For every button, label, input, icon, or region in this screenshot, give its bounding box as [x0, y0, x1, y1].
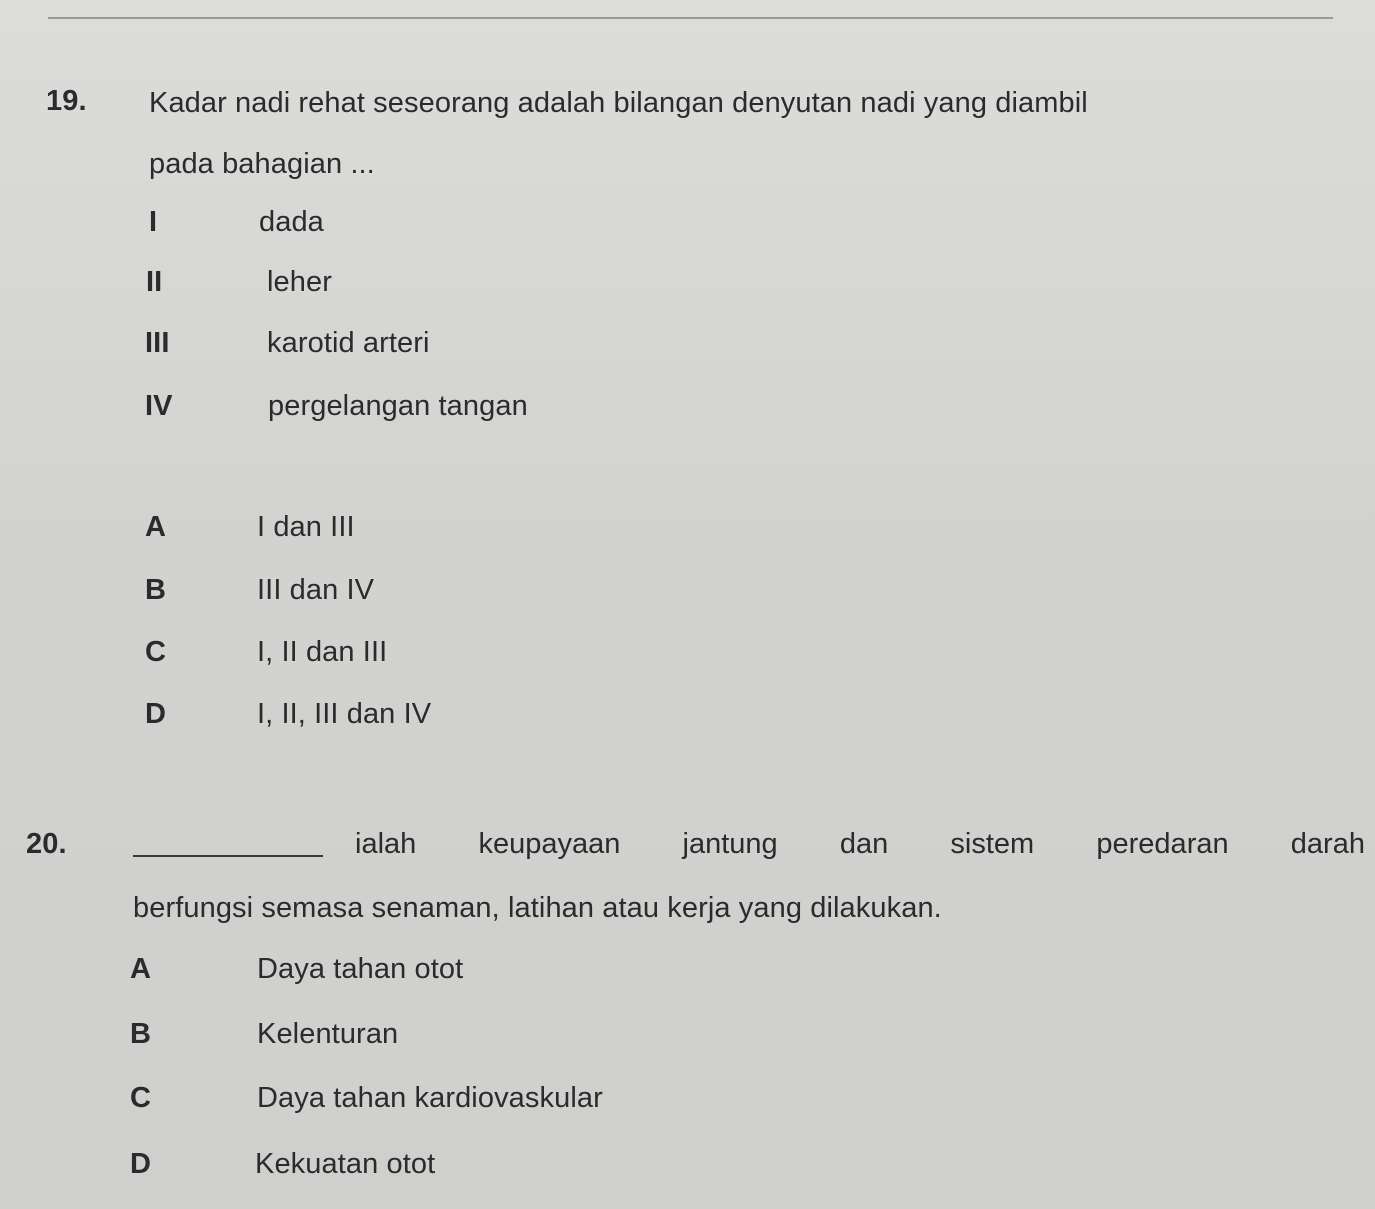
stem-word: keupayaan	[478, 828, 621, 860]
item-text-i: dada	[259, 206, 324, 238]
top-divider	[48, 17, 1333, 19]
item-text-ii: leher	[267, 266, 332, 298]
option-letter-c: C	[130, 1082, 152, 1114]
stem-word: darah	[1290, 828, 1365, 860]
stem-word: jantung	[682, 828, 778, 860]
option-text-b: Kelenturan	[257, 1018, 399, 1050]
question-number: 20.	[26, 828, 67, 860]
option-letter-a: A	[130, 953, 152, 985]
option-text-c: Daya tahan kardiovaskular	[257, 1082, 603, 1114]
question-stem-line-2: berfungsi semasa senaman, latihan atau kerja yang dilakukan.	[133, 892, 942, 924]
option-text-b: III dan IV	[257, 574, 375, 606]
item-numeral-iv: IV	[145, 390, 173, 422]
item-text-iv: pergelangan tangan	[268, 390, 528, 422]
question-number: 19.	[46, 85, 87, 117]
stem-word: ialah	[355, 828, 417, 860]
item-numeral-i: I	[149, 206, 158, 238]
item-numeral-ii: II	[146, 266, 163, 298]
option-text-c: I, II dan III	[257, 636, 388, 668]
answer-blank	[133, 855, 323, 857]
item-text-iii: karotid arteri	[267, 327, 430, 359]
option-letter-a: A	[145, 511, 167, 543]
option-letter-c: C	[145, 636, 167, 668]
stem-word: sistem	[950, 828, 1035, 860]
option-letter-b: B	[145, 574, 167, 606]
option-text-d: I, II, III dan IV	[257, 698, 432, 730]
question-stem-line-1: Kadar nadi rehat seseorang adalah bilangan denyutan nadi yang diambil	[149, 87, 1088, 119]
option-letter-d: D	[145, 698, 167, 730]
item-numeral-iii: III	[145, 327, 170, 359]
option-text-a: I dan III	[257, 511, 355, 543]
question-stem-line-1	[355, 830, 1365, 859]
option-letter-b: B	[130, 1018, 152, 1050]
stem-word: dan	[839, 828, 889, 860]
stem-word: peredaran	[1096, 828, 1229, 860]
option-text-a: Daya tahan otot	[257, 953, 464, 985]
question-stem-line-2: pada bahagian ...	[149, 148, 375, 180]
option-text-d: Kekuatan otot	[255, 1148, 436, 1180]
option-letter-d: D	[130, 1148, 152, 1180]
